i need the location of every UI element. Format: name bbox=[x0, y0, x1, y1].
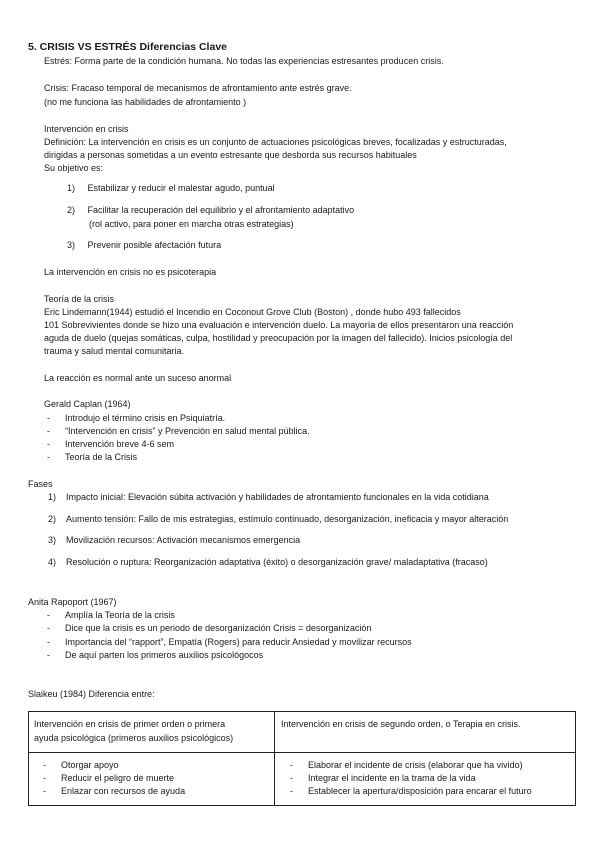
item-text: Integrar el incidente en la trama de la vida bbox=[308, 773, 476, 783]
estres-definition: Estrés: Forma parte de la condición humana. No todas las experiencias estresantes producen crisis. bbox=[44, 56, 444, 66]
bullet-text: Amplía la Teoría de la crisis bbox=[65, 610, 175, 620]
caplan-bullet: - Intervención breve 4-6 sem bbox=[47, 439, 175, 449]
fase-text: Movilización recursos: Activación mecanismos emergencia bbox=[66, 535, 301, 545]
fase-number: 1) bbox=[48, 492, 57, 502]
rapoport-bullet: - Importancia del “rapport”, Empatía (Rogers) para reducir Ansiedad y movilizar recursos bbox=[47, 637, 412, 647]
bullet-text: De aquí parten los primeros auxilios psicológocos bbox=[65, 650, 264, 660]
item-text: Elaborar el incidente de crisis (elaborar que ha vivido) bbox=[308, 760, 523, 770]
intervencion-definition-line: dirigidas a personas sometidas a un evento estresante que desborda sus recursos habituales bbox=[44, 150, 417, 160]
rapoport-bullet: - Amplía la Teoría de la crisis bbox=[47, 610, 175, 620]
bullet-text: Introdujo el término crisis en Psiquiatría. bbox=[65, 413, 226, 423]
table-header-cell bbox=[29, 712, 275, 753]
item-text: Otorgar apoyo bbox=[61, 760, 119, 770]
crisis-definition-note: (no me funciona las habilidades de afrontamiento ) bbox=[44, 97, 247, 107]
table-cell bbox=[275, 753, 576, 806]
caplan-bullet: - Introdujo el término crisis en Psiquiatría. bbox=[47, 413, 226, 423]
bullet-text: Teoría de la Crisis bbox=[65, 452, 138, 462]
list-item: - Enlazar con recursos de ayuda bbox=[43, 786, 186, 796]
bullet-text: Dice que la crisis es un periodo de desorganización Crisis = desorganización bbox=[65, 623, 372, 633]
rapoport-bullet: - Dice que la crisis es un periodo de desorganización Crisis = desorganización bbox=[47, 623, 372, 633]
objective-text: Prevenir posible afectación futura bbox=[87, 240, 222, 250]
fase-item bbox=[48, 514, 508, 525]
table-header-row bbox=[29, 712, 576, 753]
objective-item bbox=[67, 240, 221, 251]
table-row bbox=[29, 753, 576, 806]
fase-item bbox=[48, 557, 488, 568]
section-heading: 5. CRISIS VS ESTRÉS Diferencias Clave bbox=[28, 41, 227, 53]
fase-text: Resolución o ruptura: Reorganización adaptativa (éxito) o desorganización grave/ maladaptativa (fracaso) bbox=[66, 557, 488, 567]
teoria-line: Eric Lindemann(1944) estudió el Incendio en Coconout Grove Club (Boston) , donde hubo 493 fallecidos bbox=[44, 307, 461, 317]
fase-text: Aumento tensión: Fallo de mis estrategias, estímulo continuado, desorganización, ineficacia y mayor alteración bbox=[66, 514, 509, 524]
list-item: - Integrar el incidente en la trama de la vida bbox=[290, 773, 476, 783]
fases-title: Fases bbox=[28, 479, 53, 489]
objective-item bbox=[67, 205, 354, 216]
objective-text: Facilitar la recuperación del equilibrio y el afrontamiento adaptativo bbox=[87, 205, 355, 215]
objective-text: Estabilizar y reducir el malestar agudo, puntual bbox=[87, 183, 275, 193]
item-text: Establecer la apertura/disposición para encarar el futuro bbox=[308, 786, 532, 796]
objetivo-label: Su objetivo es: bbox=[44, 163, 104, 173]
crisis-definition: Crisis: Fracaso temporal de mecanismos de afrontamiento ante estrés grave. bbox=[44, 83, 352, 93]
list-item: - Reducir el peligro de muerte bbox=[43, 773, 175, 783]
caplan-bullet: - “Intervención en crisis” y Prevención en salud mental pública. bbox=[47, 426, 310, 436]
teoria-line: aguda de duelo (quejas somáticas, culpa, hostilidad y preocupación por la imagen del fallecido). Inicios psicología del bbox=[44, 333, 513, 343]
header-text: Intervención en crisis de primer orden o primera bbox=[34, 719, 226, 729]
table-cell bbox=[29, 753, 275, 806]
bullet-text: Intervención breve 4-6 sem bbox=[65, 439, 175, 449]
item-text: Reducir el peligro de muerte bbox=[61, 773, 175, 783]
objective-text-continued: (rol activo, para poner en marcha otras estrategias) bbox=[89, 219, 294, 229]
psicoterapia-note: La intervención en crisis no es psicoterapia bbox=[44, 267, 217, 277]
teoria-title: Teoría de la crisis bbox=[44, 294, 115, 304]
caplan-bullet: - Teoría de la Crisis bbox=[47, 452, 138, 462]
objective-number: 2) bbox=[67, 205, 76, 215]
objective-number: 1) bbox=[67, 183, 76, 193]
comparison-table bbox=[28, 711, 576, 806]
list-item: - Elaborar el incidente de crisis (elaborar que ha vivido) bbox=[290, 760, 523, 770]
fase-text: Impacto inicial: Elevación súbita activación y habilidades de afrontamiento funcionales en la vida cotidiana bbox=[66, 492, 489, 502]
header-text: ayuda psicológica (primeros auxilios psicológicos) bbox=[34, 733, 234, 743]
rapoport-bullet: - De aquí parten los primeros auxilios psicológocos bbox=[47, 650, 264, 660]
objective-number: 3) bbox=[67, 240, 76, 250]
list-item: - Otorgar apoyo bbox=[43, 760, 119, 770]
intervencion-title: Intervención en crisis bbox=[44, 124, 129, 134]
fase-item bbox=[48, 535, 300, 546]
bullet-text: “Intervención en crisis” y Prevención en salud mental pública. bbox=[65, 426, 310, 436]
teoria-line: trauma y salud mental comunitaria. bbox=[44, 346, 185, 356]
header-text: Intervención en crisis de segundo orden, o Terapia en crisis. bbox=[281, 719, 521, 729]
table-header-cell bbox=[275, 712, 576, 753]
caplan-title: Gerald Caplan (1964) bbox=[44, 399, 131, 409]
teoria-line: 101 Sobrevivientes donde se hizo una evaluación e intervención duelo. La mayoría de ellos presentaron una reacción bbox=[44, 320, 514, 330]
list-item: - Establecer la apertura/disposición para encarar el futuro bbox=[290, 786, 532, 796]
fase-number: 2) bbox=[48, 514, 57, 524]
reaccion-note: La reacción es normal ante un suceso anormal bbox=[44, 373, 232, 383]
item-text: Enlazar con recursos de ayuda bbox=[61, 786, 186, 796]
fase-number: 4) bbox=[48, 557, 57, 567]
rapoport-title: Anita Rapoport (1967) bbox=[28, 597, 117, 607]
fase-number: 3) bbox=[48, 535, 57, 545]
fase-item bbox=[48, 492, 489, 503]
intervencion-definition-line: Definición: La intervención en crisis es un conjunto de actuaciones psicológicas breves, focalizadas y estructuradas, bbox=[44, 137, 507, 147]
objective-item bbox=[67, 183, 275, 194]
slaikeu-title: Slaikeu (1984) Diferencia entre: bbox=[28, 689, 155, 699]
bullet-text: Importancia del “rapport”, Empatía (Rogers) para reducir Ansiedad y movilizar recursos bbox=[65, 637, 412, 647]
